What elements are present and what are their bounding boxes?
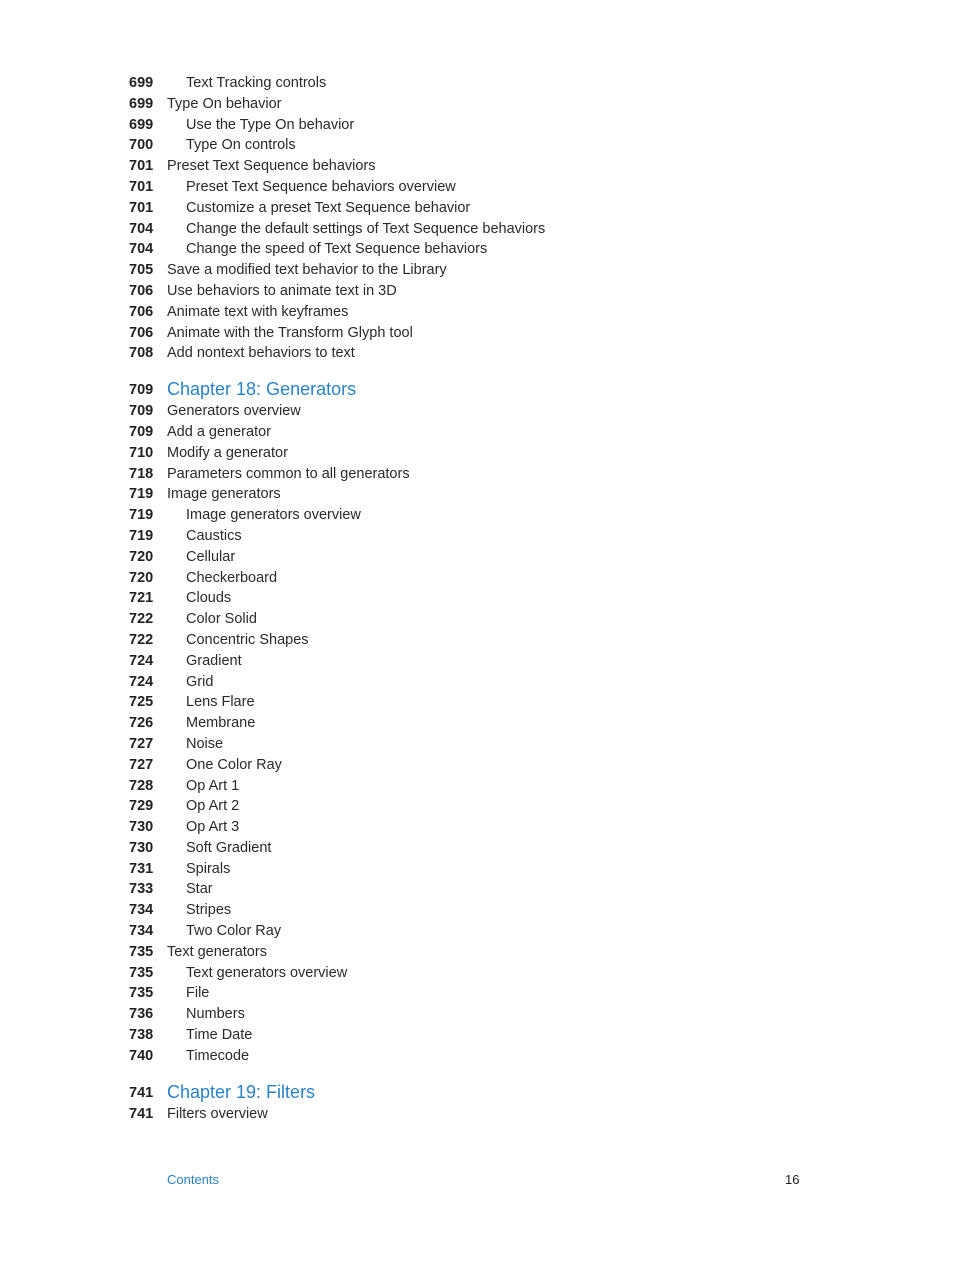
toc-entry-title[interactable]: Gradient [186,652,242,669]
toc-entry[interactable] [0,156,954,177]
toc-entry-title[interactable]: Text Tracking controls [186,75,327,91]
toc-entry[interactable] [0,73,954,94]
toc-page-number: 736 [129,1006,154,1023]
toc-entry-title[interactable]: Timecode [186,1047,250,1064]
toc-page-number: 718 [129,465,154,482]
toc-entry-title[interactable]: Membrane [186,715,256,732]
toc-entry[interactable] [0,1004,954,1025]
toc-page-number: 709 [129,382,154,399]
toc-entry-title[interactable]: Soft Gradient [186,839,272,856]
toc-entry[interactable] [0,1104,954,1125]
toc-entry-title[interactable]: Type On behavior [167,95,282,112]
toc-entry[interactable] [0,942,954,963]
toc-page-number: 741 [129,1084,154,1101]
toc-page-number: 704 [129,220,154,237]
toc-entry-title[interactable]: Star [186,881,213,898]
toc-entry[interactable] [0,900,954,921]
toc-page-number: 701 [129,199,154,216]
toc-entry-title[interactable]: Checkerboard [186,569,278,586]
toc-entry-title[interactable]: Clouds [186,590,232,607]
toc-chapter-heading[interactable] [0,377,954,401]
toc-page-number: 730 [129,819,154,836]
toc-entry[interactable] [0,1025,954,1046]
toc-entry-title[interactable]: Spirals [186,860,231,877]
toc-entry-title[interactable]: Lens Flare [186,694,255,711]
toc-entry-title[interactable]: Grid [186,673,214,690]
toc-entry-title[interactable]: Chapter 18: Generators [167,379,357,400]
toc-entry[interactable] [0,859,954,880]
toc-page-number: 724 [129,652,154,669]
toc-entry-title[interactable]: One Color Ray [186,756,282,773]
toc-entry[interactable] [0,464,954,485]
toc-entry[interactable] [0,177,954,198]
toc-page-number: 735 [129,964,154,981]
toc-entry-title[interactable]: Use the Type On behavior [186,116,355,133]
toc-entry[interactable] [0,260,954,281]
toc-entry-title[interactable]: Op Art 3 [186,819,240,836]
toc-entry[interactable] [0,1046,954,1067]
toc-page-number: 735 [129,985,154,1002]
toc-entry[interactable] [0,323,954,344]
toc-entry[interactable] [0,115,954,136]
toc-entry[interactable] [0,734,954,755]
toc-entry-title[interactable]: Generators overview [167,403,301,420]
toc-entry[interactable] [0,692,954,713]
footer-contents-link[interactable]: Contents [167,1172,220,1187]
toc-page-number: 708 [129,345,154,362]
toc-entry-title[interactable]: Preset Text Sequence behaviors overview [186,178,456,195]
toc-entry[interactable] [0,630,954,651]
toc-entry[interactable] [0,651,954,672]
toc-page-number: 740 [129,1047,154,1064]
toc-chapter-heading[interactable] [0,1080,954,1104]
toc-page-number: 706 [129,324,154,341]
toc-page-number: 738 [129,1027,154,1044]
toc-entry[interactable] [0,838,954,859]
toc-entry[interactable] [0,526,954,547]
toc-page-number: 720 [129,569,154,586]
toc-page-number: 730 [129,839,154,856]
toc-page-number: 731 [129,860,154,877]
toc-entry[interactable] [0,588,954,609]
toc-entry-title[interactable]: Filters overview [167,1105,268,1122]
toc-page-number: 699 [129,75,154,91]
toc-entry[interactable] [0,443,954,464]
toc-entry-title[interactable]: File [186,985,210,1002]
toc-page-number: 701 [129,158,154,175]
toc-entry[interactable] [0,219,954,240]
toc-page-number: 700 [129,137,154,154]
toc-entry-title[interactable]: Preset Text Sequence behaviors [167,158,376,175]
toc-entry-title[interactable]: Customize a preset Text Sequence behavior [186,199,471,216]
toc-page-number: 706 [129,282,154,299]
toc-entry[interactable] [0,94,954,115]
toc-entry-title[interactable]: Add a generator [167,423,271,440]
toc-page-number: 719 [129,527,154,544]
toc-entry[interactable] [0,422,954,443]
toc-entry-title[interactable]: Numbers [186,1006,245,1023]
toc-entry[interactable] [0,343,954,364]
toc-entry[interactable] [0,302,954,323]
toc-page-number: 729 [129,798,154,815]
toc-entry[interactable] [0,547,954,568]
toc-entry-title[interactable]: Image generators overview [186,507,361,524]
toc-entry-title[interactable]: Text generators overview [186,964,348,981]
toc-page-number: 721 [129,590,154,607]
toc-entry-title[interactable]: Color Solid [186,611,257,628]
toc-page-number: 719 [129,507,154,524]
toc-entry[interactable] [0,609,954,630]
toc-entry[interactable] [0,755,954,776]
toc-page-number: 722 [129,631,154,648]
toc-page-number: 720 [129,548,154,565]
toc-entry-title[interactable]: Change the default settings of Text Sequence behaviors [186,220,546,237]
toc-entry-title[interactable]: Use behaviors to animate text in 3D [167,282,397,299]
toc-entry[interactable] [0,198,954,219]
toc-page-number: 709 [129,423,154,440]
toc-entry[interactable] [0,672,954,693]
toc-entry-title[interactable]: Chapter 19: Filters [167,1081,316,1102]
toc-page-number: 734 [129,902,154,919]
toc-page-number: 701 [129,178,154,195]
toc-page-number: 735 [129,943,154,960]
toc-entry[interactable] [0,505,954,526]
toc-entry[interactable] [0,239,954,260]
toc-entry-title[interactable]: Op Art 2 [186,798,240,815]
toc-page-number: 733 [129,881,154,898]
toc-entry-title[interactable]: Noise [186,735,224,752]
toc-page-number: 726 [129,715,154,732]
toc-entry-title[interactable]: Op Art 1 [186,777,240,794]
toc-entry[interactable] [0,776,954,797]
toc-entry-title[interactable]: Stripes [186,902,232,919]
toc-entry-title[interactable]: Caustics [186,527,242,544]
table-of-contents [0,73,954,1124]
toc-page-number: 727 [129,756,154,773]
toc-entry[interactable] [0,879,954,900]
toc-entry-title[interactable]: Animate text with keyframes [167,303,349,320]
toc-page-number: 727 [129,735,154,752]
toc-entry-title[interactable]: Time Date [186,1027,253,1044]
toc-entry-title[interactable]: Animate with the Transform Glyph tool [167,324,413,341]
toc-page-number: 724 [129,673,154,690]
toc-entry[interactable] [0,963,954,984]
toc-entry-title[interactable]: Parameters common to all generators [167,465,410,482]
toc-entry[interactable] [0,817,954,838]
toc-entry[interactable] [0,281,954,302]
toc-entry-title[interactable]: Add nontext behaviors to text [167,345,355,362]
toc-page-number: 706 [129,303,154,320]
toc-entry[interactable] [0,921,954,942]
toc-entry-title[interactable]: Change the speed of Text Sequence behaviors [186,241,488,258]
toc-entry-title[interactable]: Two Color Ray [186,923,282,940]
toc-page-number: 728 [129,777,154,794]
toc-page-number: 719 [129,486,154,503]
toc-page-number: 699 [129,95,154,112]
toc-entry-title[interactable]: Type On controls [186,137,296,154]
toc-entry-title[interactable]: Save a modified text behavior to the Library [167,262,447,279]
toc-page-number: 709 [129,403,154,420]
toc-entry-title[interactable]: Text generators [167,943,267,960]
toc-page-number: 722 [129,611,154,628]
toc-entry[interactable] [0,401,954,422]
toc-entry-title[interactable]: Image generators [167,486,281,503]
toc-page-number: 710 [129,444,154,461]
toc-page-number: 725 [129,694,154,711]
toc-entry[interactable] [0,983,954,1004]
toc-entry-title[interactable]: Modify a generator [167,444,288,461]
toc-entry[interactable] [0,796,954,817]
toc-entry[interactable] [0,484,954,505]
footer-page-number: 16 [785,1172,800,1187]
toc-page-number: 741 [129,1105,154,1122]
toc-entry-title[interactable]: Concentric Shapes [186,631,309,648]
toc-page-number: 704 [129,241,154,258]
toc-entry[interactable] [0,135,954,156]
toc-page-number: 734 [129,923,154,940]
toc-entry-title[interactable]: Cellular [186,548,236,565]
toc-page-number: 699 [129,116,154,133]
toc-entry[interactable] [0,713,954,734]
toc-page-number: 705 [129,262,154,279]
toc-entry[interactable] [0,568,954,589]
